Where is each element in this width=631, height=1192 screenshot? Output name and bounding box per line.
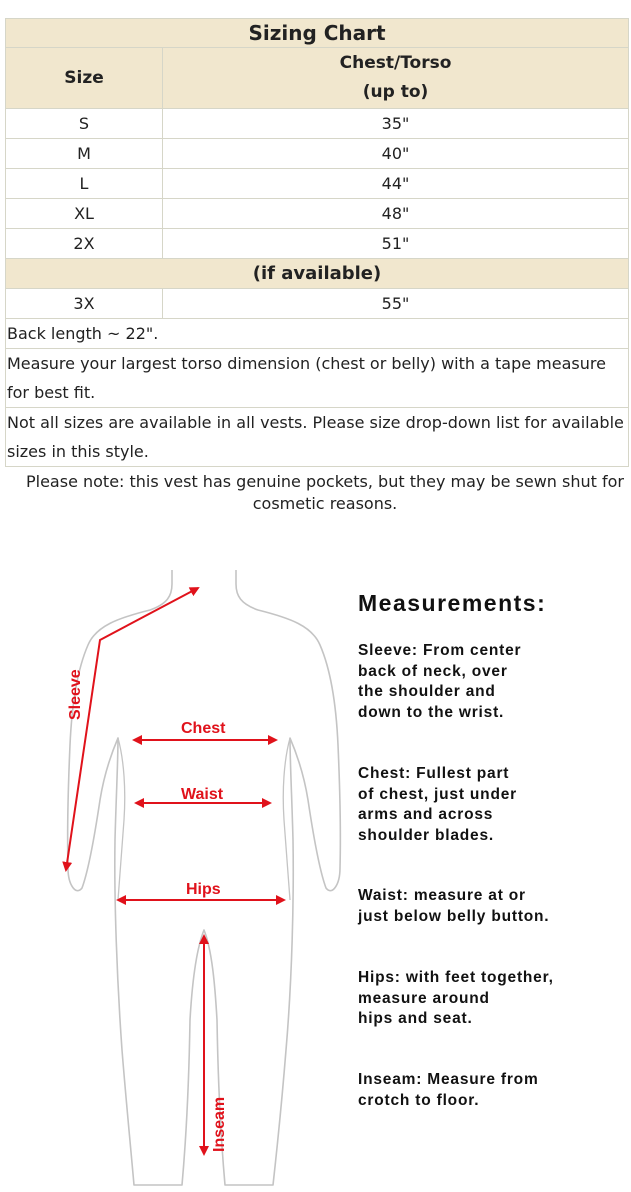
table-row bbox=[6, 229, 629, 259]
chest-label: Chest bbox=[181, 720, 226, 737]
hips-description: Hips: with feet together, measure around hips and seat. bbox=[358, 969, 554, 1027]
measurements-title: Measurements: bbox=[358, 590, 547, 616]
availability-note: Not all sizes are available in all vests. Please size drop-down list for available sizes in this style. bbox=[6, 408, 629, 467]
table-row bbox=[6, 139, 629, 169]
chest-cell: 40" bbox=[163, 139, 629, 169]
chest-cell: 44" bbox=[163, 169, 629, 199]
size-cell: XL bbox=[6, 199, 163, 229]
size-cell: 3X bbox=[6, 289, 163, 319]
sizing-chart-table bbox=[5, 18, 629, 467]
sleeve-description: Sleeve: From center back of neck, over the shoulder and down to the wrist. bbox=[358, 642, 522, 721]
waist-description: Waist: measure at or just below belly button. bbox=[358, 887, 550, 925]
chart-title: Sizing Chart bbox=[6, 19, 629, 48]
chest-cell: 48" bbox=[163, 199, 629, 229]
chest-description: Chest: Fullest part of chest, just under arms and across shoulder blades. bbox=[358, 765, 517, 844]
size-cell: M bbox=[6, 139, 163, 169]
pocket-note: Please note: this vest has genuine pockets, but they may be sewn shut for cosmetic reasons. bbox=[25, 472, 624, 513]
size-cell: L bbox=[6, 169, 163, 199]
right-inner-arm-line bbox=[283, 738, 290, 900]
sleeve-label: Sleeve bbox=[67, 669, 84, 720]
chest-header-line2: (up to) bbox=[362, 82, 429, 102]
measure-note: Measure your largest torso dimension (chest or belly) with a tape measure for best fit. bbox=[6, 349, 629, 408]
chest-cell: 55" bbox=[163, 289, 629, 319]
table-row bbox=[6, 169, 629, 199]
column-header-size: Size bbox=[6, 48, 163, 109]
chest-cell: 35" bbox=[163, 109, 629, 139]
table-row bbox=[6, 109, 629, 139]
waist-label: Waist bbox=[181, 786, 224, 803]
table-row bbox=[6, 199, 629, 229]
chest-header-line1: Chest/Torso bbox=[339, 53, 452, 73]
left-inner-arm-line bbox=[118, 738, 125, 900]
back-length-note: Back length ~ 22". bbox=[6, 319, 629, 349]
column-header-chest bbox=[163, 48, 629, 109]
chest-cell: 51" bbox=[163, 229, 629, 259]
table-row bbox=[6, 289, 629, 319]
if-available-header: (if available) bbox=[6, 259, 629, 289]
size-cell: S bbox=[6, 109, 163, 139]
size-cell: 2X bbox=[6, 229, 163, 259]
sleeve-arrow bbox=[66, 588, 198, 870]
inseam-description: Inseam: Measure from crotch to floor. bbox=[358, 1071, 539, 1109]
hips-label: Hips bbox=[186, 881, 221, 898]
inseam-label: Inseam bbox=[211, 1096, 228, 1152]
